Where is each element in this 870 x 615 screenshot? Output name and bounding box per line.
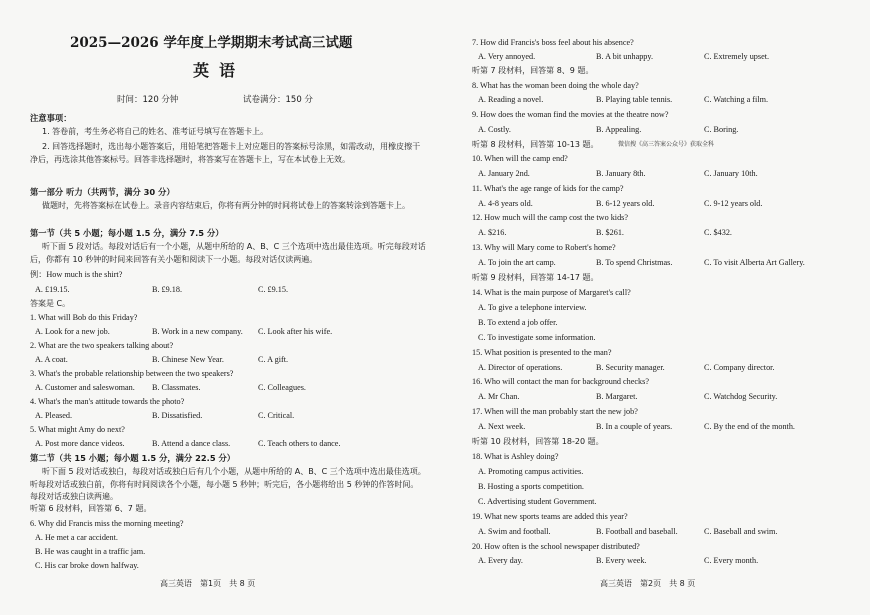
q8-option-c: C. Watching a film.: [704, 95, 768, 104]
q10-option-a: A. January 2nd.: [478, 169, 530, 178]
q8-option-a: A. Reading a novel.: [478, 95, 544, 104]
q1-option-a: A. Look for a new job.: [35, 327, 110, 336]
q12-option-c: C. $432.: [704, 228, 732, 237]
subject-title: 英语: [193, 61, 246, 80]
q4-option-a: A. Pleased.: [35, 411, 73, 420]
question-2: 2. What are the two speakers talking about?: [30, 341, 174, 350]
material-10-label: 听第 10 段材料，回答第 18-20 题。: [472, 437, 604, 446]
q9-option-a: A. Costly.: [478, 125, 511, 134]
question-11: 11. What's the age range of kids for the camp?: [472, 184, 624, 193]
q3-option-b: B. Classmates.: [152, 383, 201, 392]
question-4: 4. What's the man's attitude towards the photo?: [30, 397, 185, 406]
q11-option-a: A. 4-8 years old.: [478, 199, 533, 208]
part1-intro: 做题时，先将答案标在试卷上。录音内容结束后，你将有两分钟的时间将试卷上的答案转涂到答题卡上。: [42, 201, 410, 210]
example-question: 例：How much is the shirt?: [30, 270, 123, 279]
q6-option-c: C. His car broke down halfway.: [35, 561, 139, 570]
q7-option-c: C. Extremely upset.: [704, 52, 770, 61]
q17-option-a: A. Next week.: [478, 422, 526, 431]
section1-intro: 听下面 5 段对话。每段对话后有一个小题，从题中所给的 A、B、C 三个选项中选出最佳选项。听完每段对话后，你都有 10 秒钟的时间来回答有关小题和阅读下一小题。每段对话仅读两遍。: [30, 242, 426, 264]
q18-option-c: C. Advertising student Government.: [478, 497, 597, 506]
q14-option-c: C. To investigate some information.: [478, 333, 596, 342]
q16-option-c: C. Watchdog Security.: [704, 392, 778, 401]
question-14: 14. What is the main purpose of Margaret's call?: [472, 288, 631, 297]
question-16: 16. Who will contact the man for background checks?: [472, 377, 649, 386]
material-8-label: 听第 8 段材料，回答第 10-13 题。: [472, 140, 599, 149]
q16-option-a: A. Mr Chan.: [478, 392, 520, 401]
q3-option-c: C. Colleagues.: [258, 383, 306, 392]
q2-option-a: A. A coat.: [35, 355, 68, 364]
q4-option-c: C. Critical.: [258, 411, 295, 420]
q6-option-b: B. He was caught in a traffic jam.: [35, 547, 146, 556]
q10-option-b: B. January 8th.: [596, 169, 646, 178]
q17-option-c: C. By the end of the month.: [704, 422, 795, 431]
material-7-label: 听第 7 段材料，回答第 8、9 题。: [472, 66, 594, 75]
q15-option-a: A. Director of operations.: [478, 363, 563, 372]
q20-option-b: B. Every week.: [596, 556, 647, 565]
q1-option-c: C. Look after his wife.: [258, 327, 333, 336]
q5-option-b: B. Attend a dance class.: [152, 439, 231, 448]
q11-option-b: B. 6-12 years old.: [596, 199, 655, 208]
question-3: 3. What's the probable relationship between the two speakers?: [30, 369, 234, 378]
question-12: 12. How much will the camp cost the two kids?: [472, 213, 628, 222]
exam-full-score: 试卷满分：150 分: [243, 95, 313, 105]
q2-option-b: B. Chinese New Year.: [152, 355, 224, 364]
q8-option-b: B. Playing table tennis.: [596, 95, 673, 104]
q12-option-a: A. $216.: [478, 228, 507, 237]
question-9: 9. How does the woman find the movies at the theatre now?: [472, 110, 669, 119]
q19-option-a: A. Swim and football.: [478, 527, 551, 536]
question-10: 10. When will the camp end?: [472, 154, 568, 163]
section1-heading: 第一节（共 5 小题；每小题 1.5 分，满分 7.5 分）: [30, 228, 224, 238]
exam-page-2: [440, 0, 870, 615]
q20-option-a: A. Every day.: [478, 556, 523, 565]
q18-option-a: A. Promoting campus activities.: [478, 467, 584, 476]
section2-intro: 听下面 5 段对话或独白，每段对话或独白后有几个小题，从题中所给的 A、B、C 三个选项中选出最佳选项。听每段对话或独白前，你将有时间阅读各个小题，每小题 5 秒钟；听完后，各小题将给出 5 秒钟的作答时间。每段对话或独白读两遍。: [30, 467, 426, 501]
page-footer-1: 高三英语 第1页 共 8 页: [160, 579, 256, 588]
q5-option-a: A. Post more dance videos.: [35, 439, 125, 448]
q15-option-c: C. Company director.: [704, 363, 775, 372]
q9-option-b: B. Appealing.: [596, 125, 642, 134]
notice-heading: 注意事项：: [30, 113, 72, 123]
question-5: 5. What might Amy do next?: [30, 425, 125, 434]
notice-item-2: 2. 回答选择题时，选出每小题答案后，用铅笔把答题卡上对应题目的答案标号涂黑，如需改动，用橡皮擦干净后，再选涂其他答案标号。回答非选择题时，将答案写在答题卡上，写在本试卷上无效。: [30, 142, 421, 164]
example-answer: 答案是 C。: [30, 299, 71, 308]
q17-option-b: B. In a couple of years.: [596, 422, 673, 431]
section2-heading: 第二节（共 15 小题；每小题 1.5 分，满分 22.5 分）: [30, 453, 236, 463]
q7-option-a: A. Very annoyed.: [478, 52, 536, 61]
question-19: 19. What new sports teams are added this year?: [472, 512, 628, 521]
q20-option-c: C. Every month.: [704, 556, 759, 565]
q2-option-c: C. A gift.: [258, 355, 289, 364]
q13-option-a: A. To join the art camp.: [478, 258, 556, 267]
example-option-c: C. £9.15.: [258, 285, 289, 294]
q6-option-a: A. He met a car accident.: [35, 533, 118, 542]
watermark-note: 微信搜《高三答案公众号》获取全科: [618, 141, 715, 148]
q9-option-c: C. Boring.: [704, 125, 739, 134]
q11-option-c: C. 9-12 years old.: [704, 199, 763, 208]
question-6: 6. Why did Francis miss the morning meeting?: [30, 519, 184, 528]
q1-option-b: B. Work in a new company.: [152, 327, 243, 336]
q4-option-b: B. Dissatisfied.: [152, 411, 203, 420]
q14-option-a: A. To give a telephone interview.: [478, 303, 587, 312]
q7-option-b: B. A bit unhappy.: [596, 52, 654, 61]
notice-item-1: 1. 答卷前，考生务必将自己的姓名、准考证号填写在答题卡上。: [42, 127, 269, 136]
part1-heading: 第一部分 听力（共两节，满分 30 分）: [30, 187, 175, 197]
q18-option-b: B. Hosting a sports competition.: [478, 482, 584, 491]
q13-option-c: C. To visit Alberta Art Gallery.: [704, 258, 805, 267]
q13-option-b: B. To spend Christmas.: [596, 258, 673, 267]
material-6-label: 听第 6 段材料，回答第 6、7 题。: [30, 504, 152, 513]
material-9-label: 听第 9 段材料，回答第 14-17 题。: [472, 273, 599, 282]
exam-title: 2025—2026 学年度上学期期末考试高三试题: [70, 35, 353, 51]
q12-option-b: B. $261.: [596, 228, 624, 237]
question-7: 7. How did Francis's boss feel about his absence?: [472, 38, 634, 47]
question-1: 1. What will Bob do this Friday?: [30, 313, 138, 322]
q15-option-b: B. Security manager.: [596, 363, 665, 372]
example-option-b: B. £9.18.: [152, 285, 183, 294]
exam-time: 时间：120 分钟: [117, 95, 179, 105]
q16-option-b: B. Margaret.: [596, 392, 638, 401]
page-footer-2: 高三英语 第2页 共 8 页: [600, 579, 696, 588]
q19-option-b: B. Football and baseball.: [596, 527, 678, 536]
question-17: 17. When will the man probably start the new job?: [472, 407, 638, 416]
question-8: 8. What has the woman been doing the whole day?: [472, 81, 639, 90]
question-18: 18. What is Ashley doing?: [472, 452, 559, 461]
q14-option-b: B. To extend a job offer.: [478, 318, 558, 327]
q5-option-c: C. Teach others to dance.: [258, 439, 341, 448]
question-13: 13. Why will Mary come to Robert's home?: [472, 243, 616, 252]
q19-option-c: C. Baseball and swim.: [704, 527, 778, 536]
question-20: 20. How often is the school newspaper distributed?: [472, 542, 640, 551]
example-option-a: A. £19.15.: [35, 285, 70, 294]
q10-option-c: C. January 10th.: [704, 169, 758, 178]
q3-option-a: A. Customer and saleswoman.: [35, 383, 135, 392]
question-15: 15. What position is presented to the man?: [472, 348, 612, 357]
